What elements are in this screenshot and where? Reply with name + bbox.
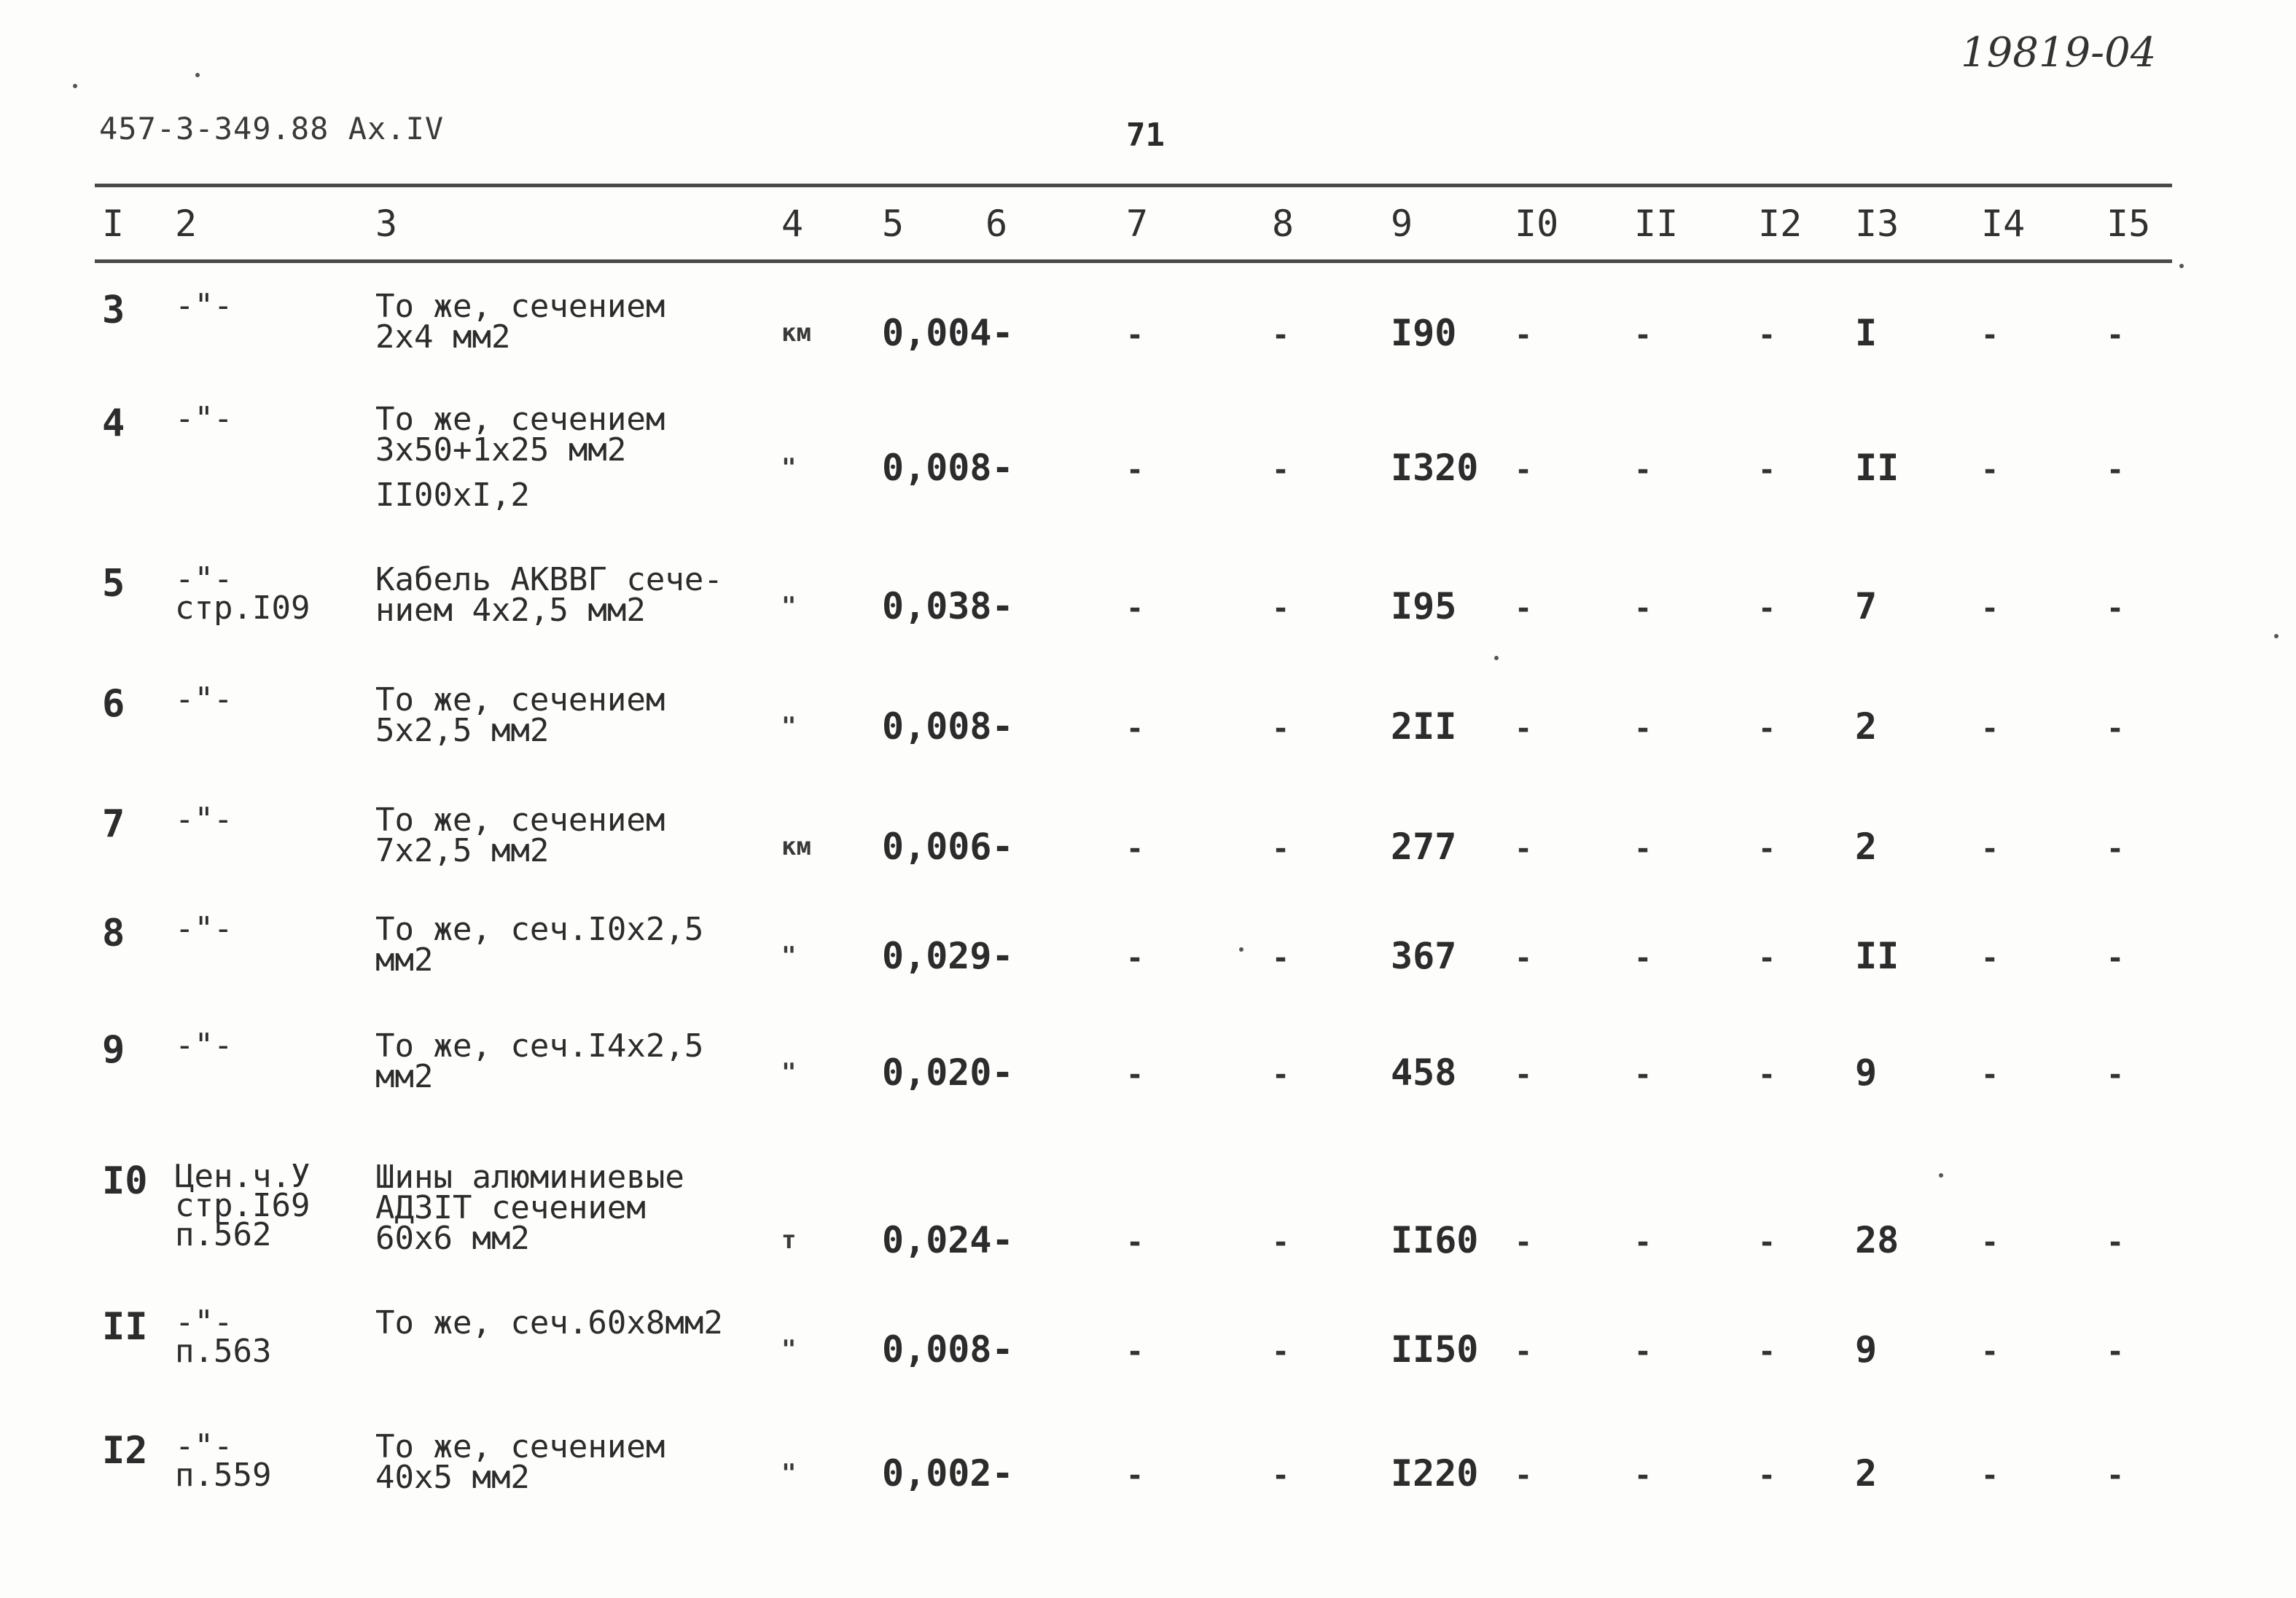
- reference-cell: -"-: [175, 560, 233, 598]
- col13-cell: II: [1855, 447, 1899, 489]
- col15-cell: -: [2106, 1058, 2125, 1092]
- col13-cell: 7: [1855, 585, 1878, 627]
- col15-cell: -: [2106, 592, 2125, 625]
- unit-cell: км: [781, 832, 811, 861]
- description-cell: То же, сеч.I0x2,5: [375, 911, 704, 948]
- col11-cell: -: [1634, 832, 1652, 866]
- col9-cell: II50: [1391, 1328, 1479, 1371]
- col11-cell: -: [1634, 1058, 1652, 1092]
- description-cell: То же, сечением: [375, 401, 665, 438]
- row-number-cell: 7: [102, 802, 125, 846]
- quantity-cell: 0,004-: [882, 312, 1014, 354]
- description-cell: То же, сечением: [375, 681, 665, 718]
- col7-cell: -: [1126, 1459, 1144, 1492]
- description-cell: мм2: [375, 1058, 434, 1095]
- col14-cell: -: [1981, 453, 1999, 487]
- col13-cell: I: [1855, 312, 1878, 354]
- unit-cell: ": [781, 1058, 797, 1087]
- scan-speck: [73, 84, 77, 88]
- description-cell: 3x50+1x25 мм2: [375, 431, 627, 469]
- description-cell: 2x4 мм2: [375, 318, 511, 356]
- col10-cell: -: [1515, 1226, 1533, 1259]
- reference-cell: -"-: [175, 681, 233, 718]
- col11-cell: -: [1634, 1459, 1652, 1492]
- col13-cell: 28: [1855, 1219, 1899, 1261]
- col9-cell: I220: [1391, 1452, 1479, 1495]
- column-header: II: [1634, 203, 1679, 245]
- col10-cell: -: [1515, 712, 1533, 745]
- col15-cell: -: [2106, 453, 2125, 487]
- reference-cell: -"-: [175, 400, 233, 437]
- page-number: 71: [1126, 117, 1165, 154]
- column-header: 7: [1126, 203, 1149, 245]
- quantity-cell: 0,008-: [882, 447, 1014, 489]
- description-cell: 60x6 мм2: [375, 1220, 530, 1257]
- col15-cell: -: [2106, 832, 2125, 866]
- column-header: I3: [1855, 203, 1899, 245]
- col7-cell: -: [1126, 1226, 1144, 1259]
- description-cell: То же, сеч.I4x2,5: [375, 1027, 704, 1065]
- column-header: 5: [882, 203, 905, 245]
- unit-cell: т: [781, 1226, 797, 1255]
- col10-cell: -: [1515, 453, 1533, 487]
- reference-cell: -"-: [175, 287, 233, 324]
- col11-cell: -: [1634, 453, 1652, 487]
- reference-cell: -"-: [175, 910, 233, 947]
- col7-cell: -: [1126, 832, 1144, 866]
- col9-cell: I320: [1391, 447, 1479, 489]
- archive-number: 19819-04: [1961, 29, 2157, 77]
- column-header: 3: [375, 203, 398, 245]
- col11-cell: -: [1634, 941, 1652, 975]
- row-number-cell: 6: [102, 682, 125, 726]
- unit-cell: ": [781, 1459, 797, 1488]
- col9-cell: 458: [1391, 1051, 1457, 1094]
- quantity-cell: 0,029-: [882, 935, 1014, 977]
- description-cell: АДЗIТ сечением: [375, 1189, 646, 1226]
- col14-cell: -: [1981, 832, 1999, 866]
- column-header: 2: [175, 203, 198, 245]
- row-number-cell: 8: [102, 912, 125, 955]
- quantity-cell: 0,008-: [882, 705, 1014, 748]
- reference-cell: стр.I69: [175, 1187, 311, 1224]
- col13-cell: 2: [1855, 1452, 1878, 1495]
- col8-cell: -: [1272, 832, 1290, 866]
- col10-cell: -: [1515, 592, 1533, 625]
- description-cell: мм2: [375, 941, 434, 979]
- description-cell: Шины алюминиевые: [375, 1159, 684, 1196]
- col12-cell: -: [1758, 832, 1776, 866]
- quantity-cell: 0,024-: [882, 1219, 1014, 1261]
- col15-cell: -: [2106, 941, 2125, 975]
- description-cell: 40x5 мм2: [375, 1459, 530, 1496]
- col13-cell: 9: [1855, 1328, 1878, 1371]
- col7-cell: -: [1126, 318, 1144, 352]
- reference-cell: п.559: [175, 1457, 272, 1494]
- col14-cell: -: [1981, 318, 1999, 352]
- column-header: I5: [2106, 203, 2151, 245]
- reference-cell: -"-: [175, 1304, 233, 1341]
- col12-cell: -: [1758, 941, 1776, 975]
- col14-cell: -: [1981, 712, 1999, 745]
- column-header: I2: [1758, 203, 1803, 245]
- col12-cell: -: [1758, 318, 1776, 352]
- description-cell: 7x2,5 мм2: [375, 832, 550, 869]
- table-top-rule: [95, 184, 2172, 187]
- unit-cell: ": [781, 712, 797, 741]
- col8-cell: -: [1272, 1226, 1290, 1259]
- table-header-rule: [95, 259, 2172, 263]
- col14-cell: -: [1981, 1058, 1999, 1092]
- col14-cell: -: [1981, 1459, 1999, 1492]
- quantity-cell: 0,020-: [882, 1051, 1014, 1094]
- row-number-cell: I0: [102, 1159, 148, 1203]
- scan-speck: [1494, 656, 1499, 660]
- row-number-cell: II: [102, 1305, 148, 1349]
- description-cell: II00xI,2: [375, 477, 530, 514]
- col7-cell: -: [1126, 592, 1144, 625]
- col15-cell: -: [2106, 1226, 2125, 1259]
- reference-cell: -"-: [175, 1027, 233, 1064]
- column-header: 6: [985, 203, 1008, 245]
- col7-cell: -: [1126, 1058, 1144, 1092]
- col11-cell: -: [1634, 1226, 1652, 1259]
- col9-cell: II60: [1391, 1219, 1479, 1261]
- column-header: I0: [1515, 203, 1559, 245]
- col8-cell: -: [1272, 1459, 1290, 1492]
- col14-cell: -: [1981, 592, 1999, 625]
- col9-cell: 2II: [1391, 705, 1457, 748]
- col14-cell: -: [1981, 1226, 1999, 1259]
- reference-cell: -"-: [175, 801, 233, 838]
- col12-cell: -: [1758, 712, 1776, 745]
- col8-cell: -: [1272, 1058, 1290, 1092]
- row-number-cell: I2: [102, 1429, 148, 1473]
- col15-cell: -: [2106, 1335, 2125, 1368]
- col11-cell: -: [1634, 592, 1652, 625]
- col10-cell: -: [1515, 1335, 1533, 1368]
- reference-cell: п.562: [175, 1216, 272, 1253]
- reference-cell: -"-: [175, 1427, 233, 1465]
- scan-speck: [1239, 947, 1243, 952]
- col9-cell: 277: [1391, 826, 1457, 868]
- col8-cell: -: [1272, 712, 1290, 745]
- col8-cell: -: [1272, 592, 1290, 625]
- column-header: I4: [1981, 203, 2026, 245]
- col8-cell: -: [1272, 453, 1290, 487]
- col9-cell: I90: [1391, 312, 1457, 354]
- col14-cell: -: [1981, 941, 1999, 975]
- col8-cell: -: [1272, 318, 1290, 352]
- description-cell: То же, сеч.60x8мм2: [375, 1304, 723, 1342]
- col7-cell: -: [1126, 453, 1144, 487]
- col8-cell: -: [1272, 1335, 1290, 1368]
- quantity-cell: 0,002-: [882, 1452, 1014, 1495]
- column-header: 4: [781, 203, 804, 245]
- scan-speck: [2179, 264, 2184, 268]
- col9-cell: I95: [1391, 585, 1457, 627]
- description-cell: То же, сечением: [375, 1428, 665, 1465]
- col10-cell: -: [1515, 318, 1533, 352]
- description-cell: Кабель АКВВГ сече-: [375, 561, 723, 598]
- col12-cell: -: [1758, 1226, 1776, 1259]
- col13-cell: II: [1855, 935, 1899, 977]
- col10-cell: -: [1515, 832, 1533, 866]
- unit-cell: ": [781, 941, 797, 971]
- reference-cell: Цен.ч.У: [175, 1158, 311, 1195]
- col10-cell: -: [1515, 941, 1533, 975]
- row-number-cell: 5: [102, 562, 125, 606]
- col12-cell: -: [1758, 1459, 1776, 1492]
- col12-cell: -: [1758, 1058, 1776, 1092]
- col7-cell: -: [1126, 941, 1144, 975]
- col11-cell: -: [1634, 1335, 1652, 1368]
- unit-cell: км: [781, 318, 811, 348]
- description-cell: нием 4x2,5 мм2: [375, 592, 646, 629]
- col14-cell: -: [1981, 1335, 1999, 1368]
- col11-cell: -: [1634, 712, 1652, 745]
- column-header: 9: [1391, 203, 1413, 245]
- col7-cell: -: [1126, 1335, 1144, 1368]
- col12-cell: -: [1758, 453, 1776, 487]
- column-header: 8: [1272, 203, 1295, 245]
- description-cell: 5x2,5 мм2: [375, 712, 550, 749]
- quantity-cell: 0,008-: [882, 1328, 1014, 1371]
- quantity-cell: 0,038-: [882, 585, 1014, 627]
- description-cell: То же, сечением: [375, 802, 665, 839]
- quantity-cell: 0,006-: [882, 826, 1014, 868]
- col10-cell: -: [1515, 1058, 1533, 1092]
- col13-cell: 2: [1855, 705, 1878, 748]
- col13-cell: 2: [1855, 826, 1878, 868]
- scan-speck: [1939, 1173, 1943, 1178]
- col15-cell: -: [2106, 318, 2125, 352]
- col12-cell: -: [1758, 592, 1776, 625]
- col10-cell: -: [1515, 1459, 1533, 1492]
- col9-cell: 367: [1391, 935, 1457, 977]
- scan-speck: [195, 73, 200, 77]
- row-number-cell: 9: [102, 1028, 125, 1072]
- description-cell: То же, сечением: [375, 288, 665, 325]
- reference-cell: п.563: [175, 1333, 272, 1370]
- col15-cell: -: [2106, 1459, 2125, 1492]
- col13-cell: 9: [1855, 1051, 1878, 1094]
- column-header: I: [102, 203, 125, 245]
- row-number-cell: 3: [102, 289, 125, 332]
- col12-cell: -: [1758, 1335, 1776, 1368]
- unit-cell: ": [781, 1335, 797, 1364]
- scan-speck: [2274, 634, 2279, 638]
- row-number-cell: 4: [102, 402, 125, 445]
- document-code: 457-3-349.88 Ax.IV: [99, 111, 445, 146]
- unit-cell: ": [781, 592, 797, 621]
- reference-cell: стр.I09: [175, 590, 311, 627]
- unit-cell: ": [781, 453, 797, 482]
- col11-cell: -: [1634, 318, 1652, 352]
- col15-cell: -: [2106, 712, 2125, 745]
- col8-cell: -: [1272, 941, 1290, 975]
- col7-cell: -: [1126, 712, 1144, 745]
